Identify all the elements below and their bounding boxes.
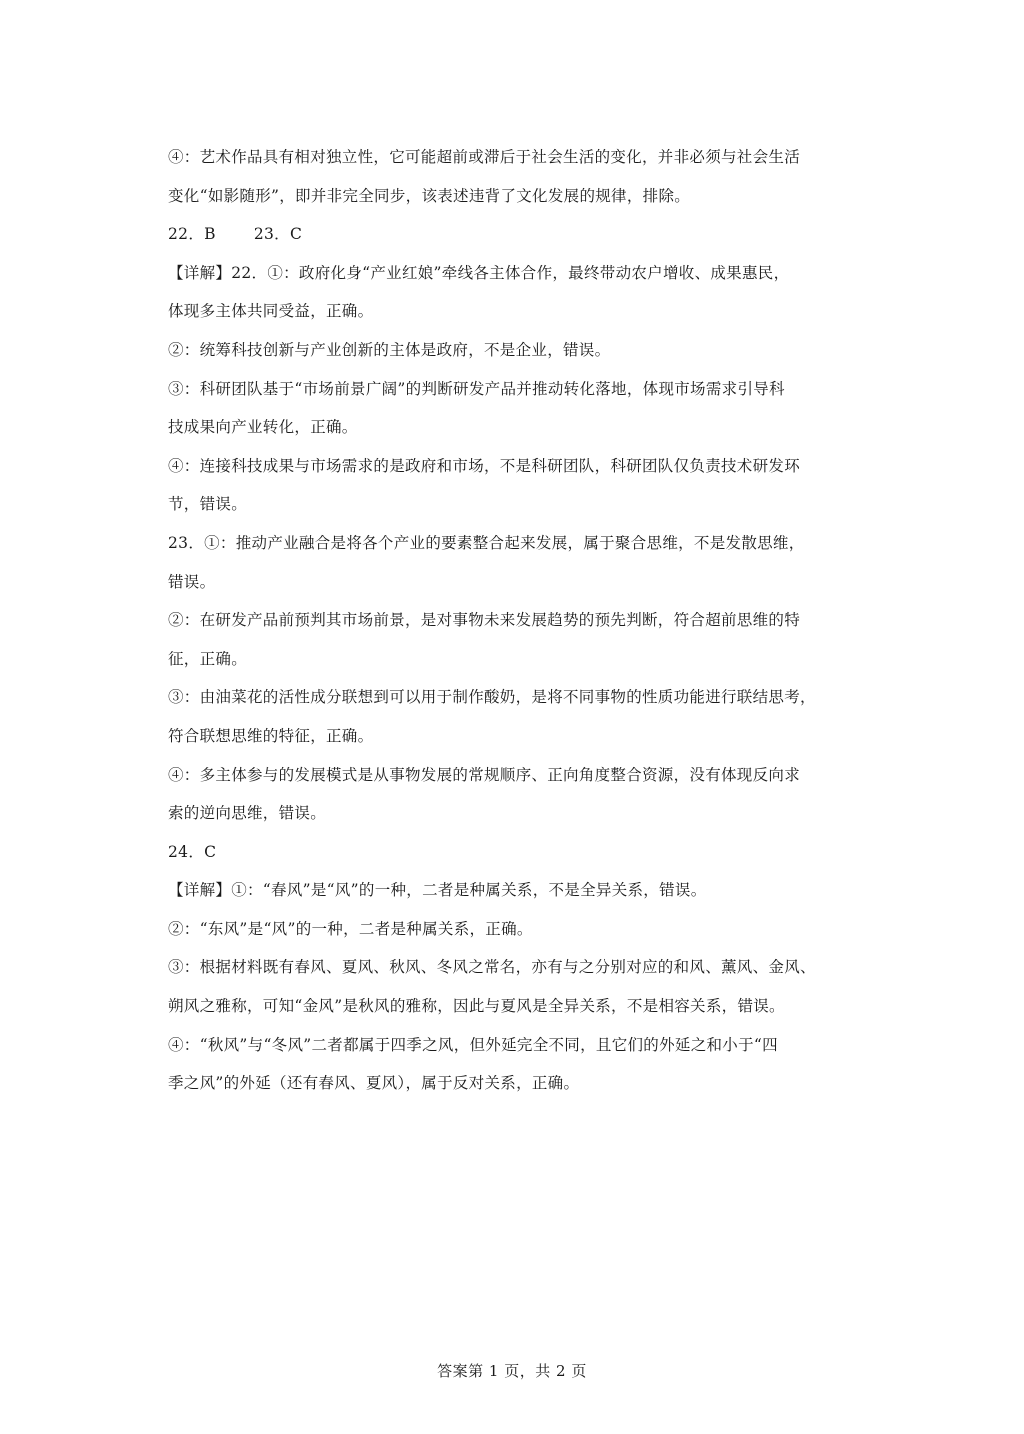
answer-content (168, 138, 860, 1103)
text-line: ③：科研团队基于“市场前景广阔”的判断研发产品并推动转化落地，体现市场需求引导科 (168, 379, 785, 398)
text-line: ④：连接科技成果与市场需求的是政府和市场，不是科研团队，科研团队仅负责技术研发环 (168, 456, 801, 475)
text-line: 变化“如影随形”，即并非完全同步，该表述违背了文化发展的规律，排除。 (168, 186, 691, 205)
answer-line-22-23 (168, 215, 860, 254)
answer-24: 24．C (168, 842, 217, 861)
text-line: ④：艺术作品具有相对独立性，它可能超前或滞后于社会生活的变化，并非必须与社会生活 (168, 148, 801, 166)
text-line: 23．①：推动产业融合是将各个产业的要素整合起来发展，属于聚合思维，不是发散思维， (168, 533, 805, 552)
text-line: 错误。 (168, 572, 216, 591)
text-line: 征，正确。 (168, 649, 248, 668)
text-line: ④：“秋风”与“冬风”二者都属于四季之风，但外延完全不同，且它们的外延之和小于“四 (168, 1035, 778, 1054)
text-line: 技成果向产业转化，正确。 (168, 418, 358, 437)
text-line: 【详解】22．①：政府化身“产业红娘”牵线各主体合作，最终带动农户增收、成果惠民， (168, 263, 790, 282)
text-line: ②：“东风”是“风”的一种，二者是种属关系，正确。 (168, 919, 533, 938)
text-line: ②：在研发产品前预判其市场前景，是对事物未来发展趋势的预先判断，符合超前思维的特 (168, 611, 801, 630)
text-line: ②：统筹科技创新与产业创新的主体是政府，不是企业，错误。 (168, 340, 611, 359)
text-line: 符合联想思维的特征，正确。 (168, 726, 374, 745)
text-line: ④：多主体参与的发展模式是从事物发展的常规顺序、正向角度整合资源，没有体现反向求 (168, 765, 801, 784)
text-line: 朔风之雅称，可知“金风”是秋风的雅称，因此与夏风是全异关系，不是相容关系，错误。 (168, 997, 785, 1016)
text-line: 季之风”的外延（还有春风、夏风），属于反对关系，正确。 (168, 1074, 580, 1093)
answer-22: 22．B (168, 225, 216, 244)
text-line: ③：根据材料既有春风、夏风、秋风、冬风之常名，亦有与之分别对应的和风、薰风、金风、 (168, 958, 816, 977)
text-line: 索的逆向思维，错误。 (168, 804, 327, 823)
text-line: 体现多主体共同受益，正确。 (168, 302, 374, 321)
text-line: 节，错误。 (168, 495, 248, 514)
text-line: 【详解】①：“春风”是“风”的一种，二者是种属关系，不是全异关系，错误。 (168, 881, 707, 900)
answer-23: 23．C (253, 225, 303, 244)
page-footer: 答案第 1 页，共 2 页 (437, 1362, 587, 1380)
text-line: ③：由油菜花的活性成分联想到可以用于制作酸奶，是将不同事物的性质功能进行联结思考， (168, 688, 816, 707)
